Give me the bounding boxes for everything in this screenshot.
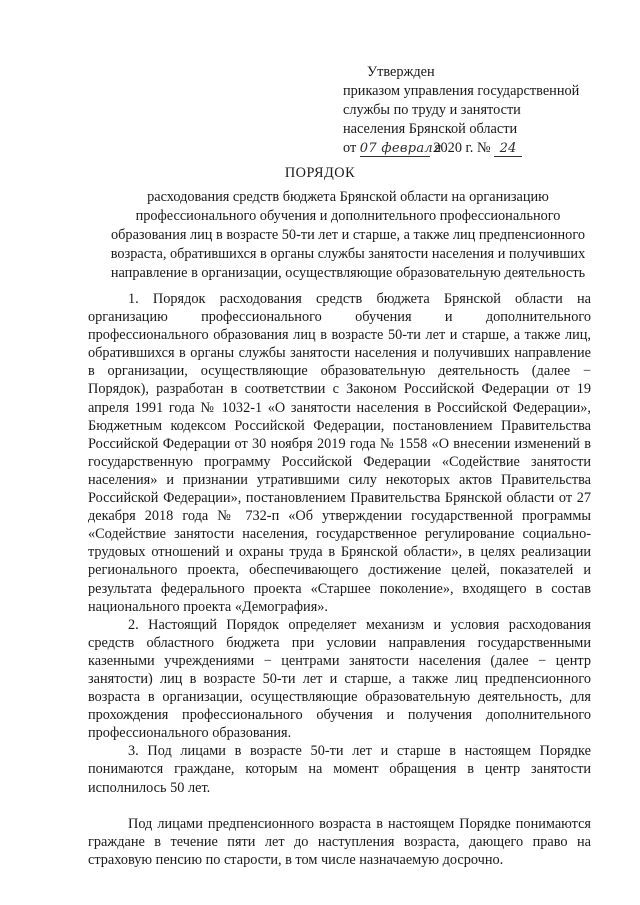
approval-line-1: Утвержден xyxy=(367,64,435,80)
subtitle-line: образования лиц в возрасте 50-ти лет и старше, а также лиц предпенсионного xyxy=(111,227,585,243)
subtitle-line: направление в организации, осуществляющие образовательную деятельность xyxy=(110,265,586,281)
date-prefix: от xyxy=(343,140,357,156)
document-body xyxy=(88,290,591,869)
handwritten-date: 07 февраля xyxy=(359,141,442,156)
document-subtitle xyxy=(105,188,591,283)
approval-line-3: службы по труду и занятости xyxy=(343,102,521,118)
approval-line-4: населения Брянской области xyxy=(343,121,518,137)
approval-block xyxy=(343,63,633,158)
paragraph-4: Под лицами предпенсионного возраста в настоящем Порядке понимаются граждане в течение пяти лет до наступления возраста, дающего право на страховую пенсию по старости, в том числе назначаемую досрочно. xyxy=(88,815,591,868)
date-year: 2020 г. № xyxy=(433,140,491,156)
document-title: ПОРЯДОК xyxy=(284,165,356,181)
approval-line-2: приказом управления государственной xyxy=(343,83,580,99)
paragraph-1: 1. Порядок расходования средств бюджета Брянской области на организацию профессионального обучения и дополнительного профессионального образования лиц в возрасте 50-ти лет и старше, а также лиц, обратившихся в органы службы занятости населения и получивших направление в организации, осуществляющие образовательную деятельность (далее − Порядок), разработан в соответствии с Законом Российской Федерации от 19 апреля 1991 года № 1032-1 «О занятости населения в Российской Федерации», Бюджетным кодексом Российской Федерации, постановлением Правительства Российской Федерации от 30 ноября 2019 года № 1558 «О внесении изменений в государственную программу Российской Федерации «Содействие занятости населения» и признании утратившими силу некоторых актов Правительства Российской Федерации», постановлением Правительства Брянской области от 27 декабря 2018 года № 732-п «Об утверждении государственной программы «Содействие занятости населения, государственное регулирование социально-трудовых отношений и охраны труда в Брянской области», в целях реализации регионального проекта, обеспечивающего достижение целей, показателей и результата федерального проекта «Старшее поколение», входящего в состав национального проекта «Демография». xyxy=(88,291,591,615)
subtitle-line: возраста, обратившихся в органы службы занятости населения и получивших xyxy=(110,246,586,262)
paragraph-2: 2. Настоящий Порядок определяет механизм и условия расходования средств областного бюджета при условии направления государственными казенными учреждениями − центрами занятости населения (далее − центр занятости) лиц в возрасте 50-ти лет и старше, а также лиц предпенсионного возраста в организации, осуществляющие образовательную деятельность, для прохождения профессионального обучения и получения дополнительного профессионального образования. xyxy=(88,616,591,742)
subtitle-line: расходования средств бюджета Брянской области на организацию xyxy=(147,189,549,205)
approval-date-line xyxy=(343,139,633,158)
subtitle-line: профессионального обучения и дополнительного профессионального xyxy=(135,208,561,224)
handwritten-order-number: 24 xyxy=(494,141,522,157)
paragraph-3: 3. Под лицами в возрасте 50-ти лет и старше в настоящем Порядке понимаются граждане, которым на момент обращения в центр занятости исполнилось 50 лет. xyxy=(88,743,591,796)
